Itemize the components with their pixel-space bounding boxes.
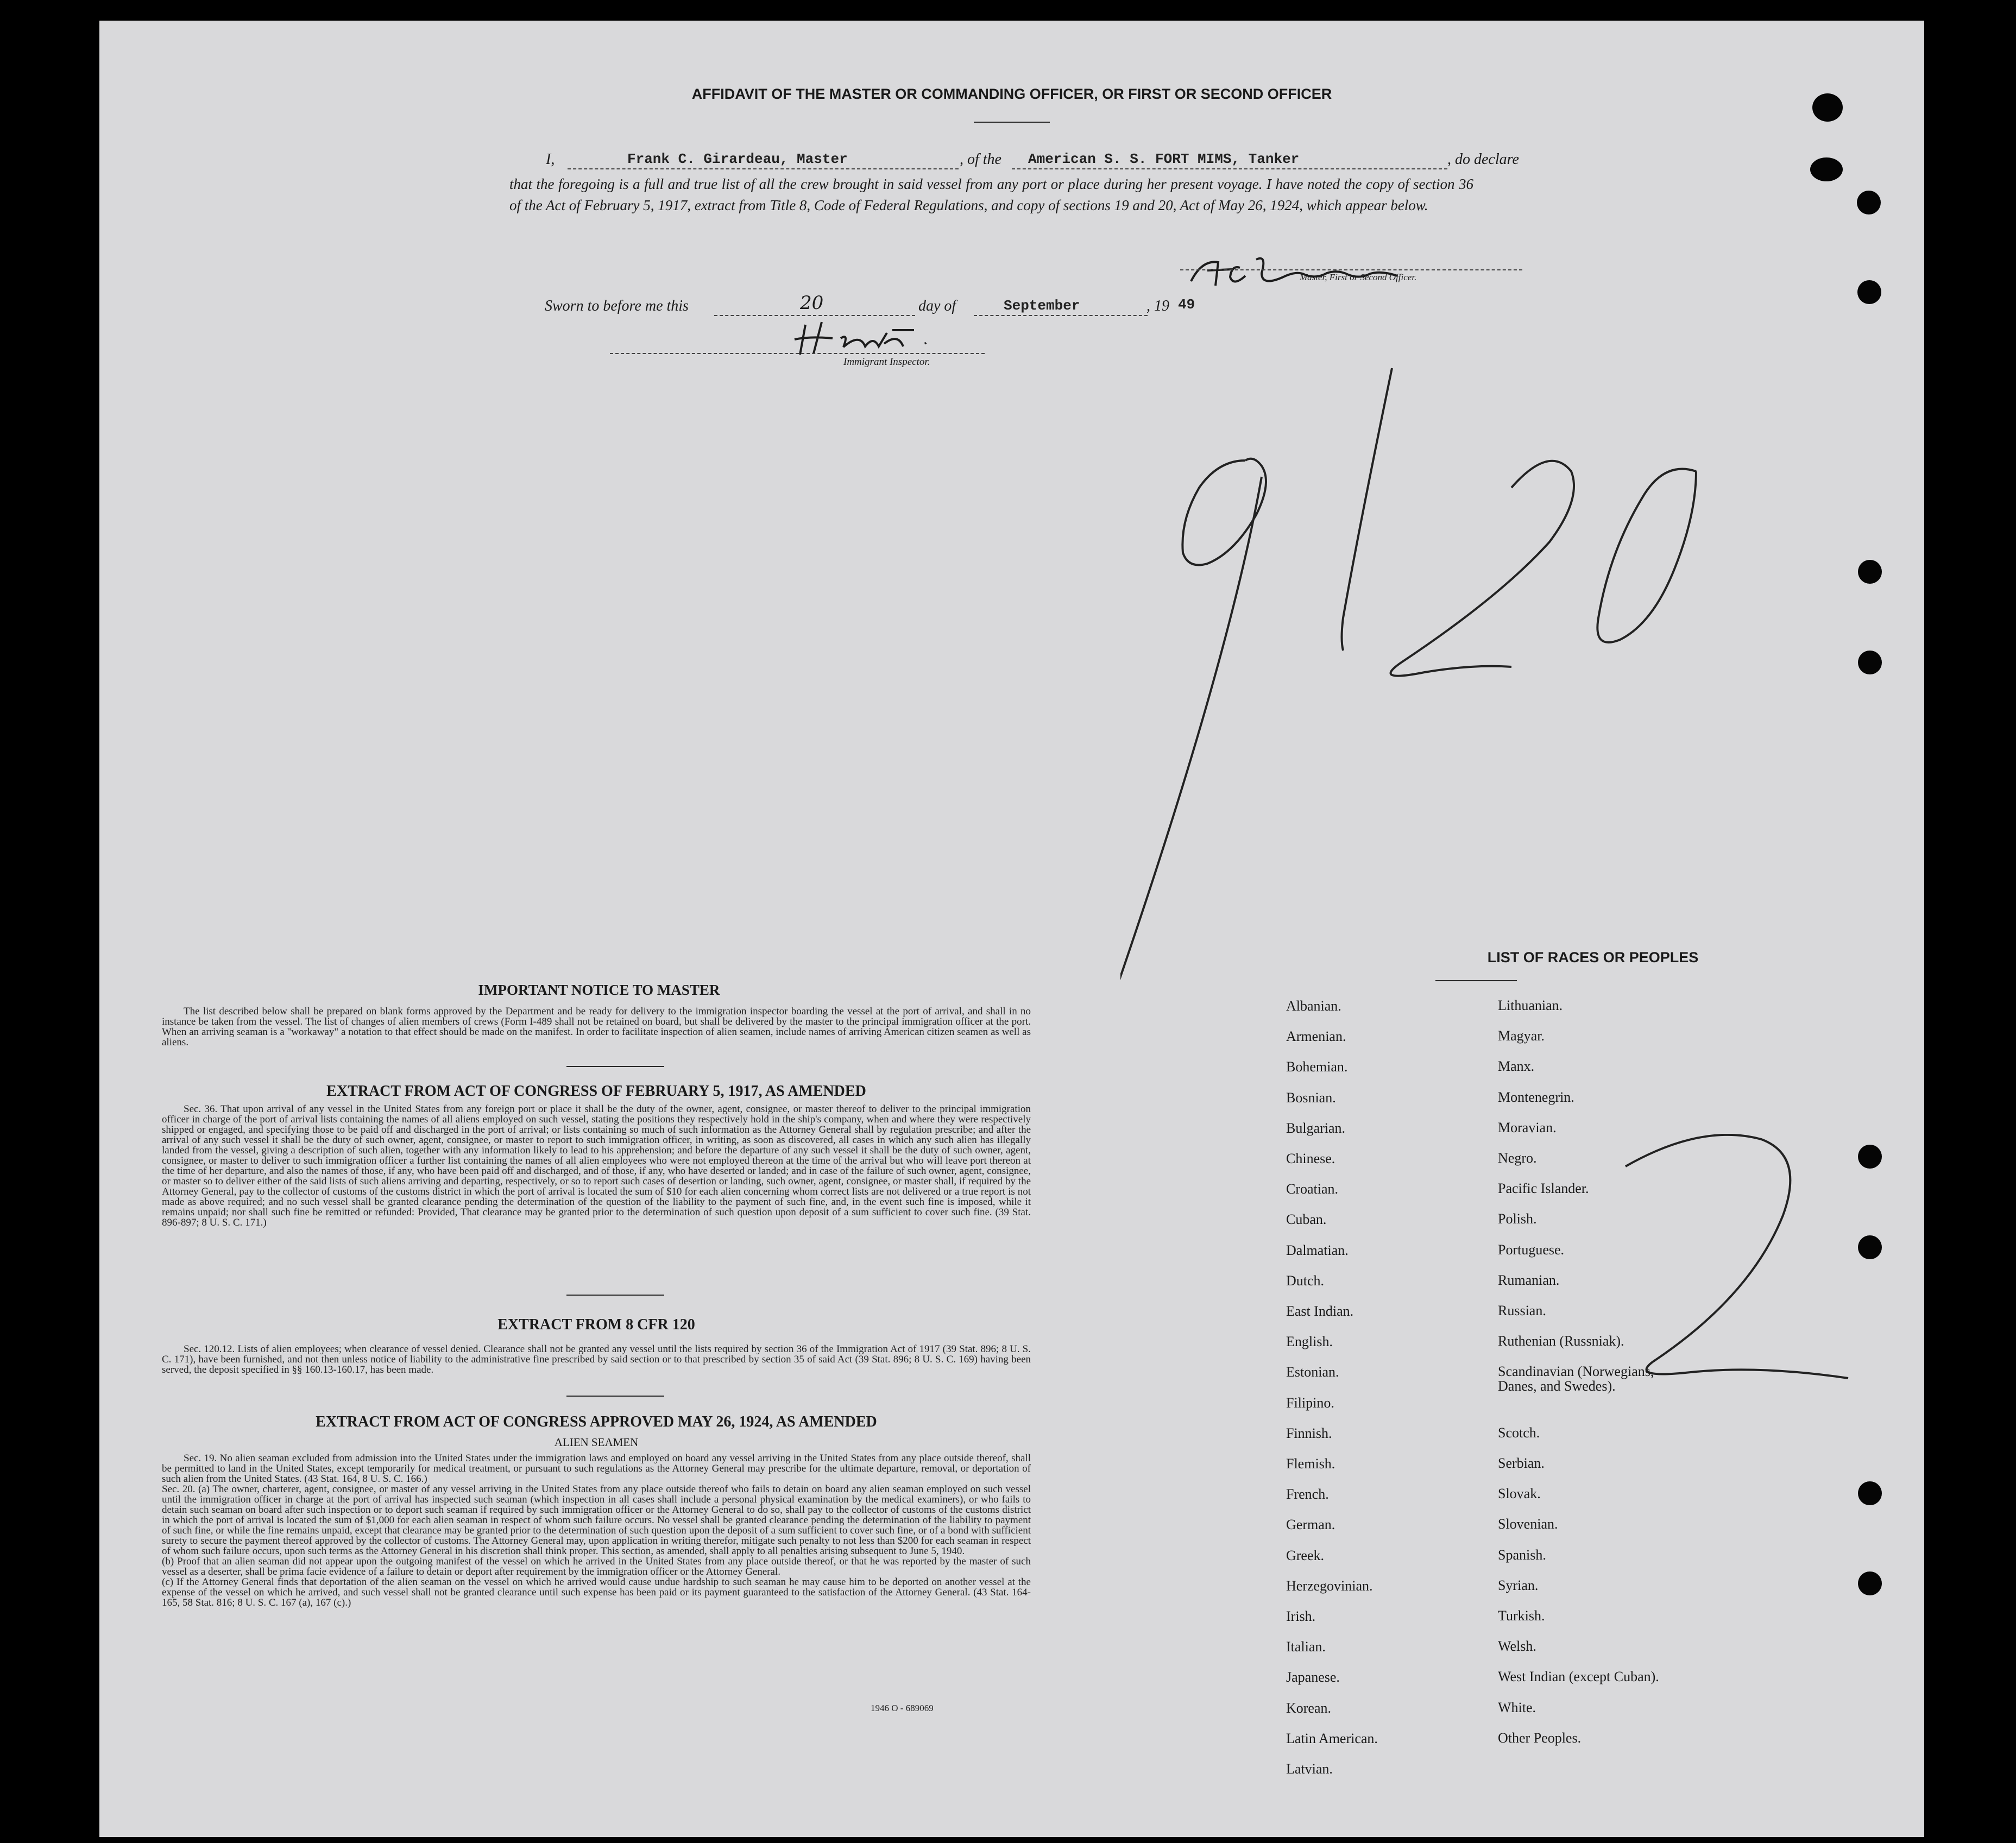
extract-1917-title: EXTRACT FROM ACT OF CONGRESS OF FEBRUARY 5, 1917, AS AMENDED: [326, 1083, 866, 1100]
race-item: Slovak.: [1498, 1486, 1541, 1502]
race-item: Estonian.: [1286, 1364, 1339, 1380]
race-item: Bulgarian.: [1286, 1120, 1346, 1136]
race-item: Filipino.: [1286, 1394, 1334, 1411]
race-item: Herzegovinian.: [1286, 1577, 1373, 1594]
race-item: French.: [1286, 1486, 1329, 1503]
race-item: Cuban.: [1286, 1211, 1327, 1228]
title-divider: [974, 122, 1050, 123]
race-item: Italian.: [1286, 1639, 1326, 1655]
race-item: Turkish.: [1498, 1608, 1545, 1624]
document-page: [99, 21, 1924, 1837]
handwritten-date-mark: [1120, 336, 1870, 1009]
punch-hole: [1858, 560, 1882, 584]
extract-cfr-divider: [566, 1396, 664, 1397]
extract-cfr-text: Sec. 120.12. Lists of alien employees; when clearance of vessel denied. Clearance shall not be granted any vessel until the lists required by section 36 of the Immigration Act of 1917 (39 Stat. 896; 8 U. S. C. 171), have been furnished, and not then unless notice of liability to the administrative fine prescribed by said section or to that prescribed by section 35 of said Act (39 Stat. 896; 8 U. S. C. 169) having been served, the deposit specified in §§ 160.13-160.17, has been made.: [162, 1343, 1031, 1375]
race-item: Manx.: [1498, 1058, 1535, 1075]
race-item: Ruthenian (Russniak).: [1498, 1333, 1624, 1349]
sworn-year: 49: [1178, 296, 1195, 313]
race-item: Negro.: [1498, 1150, 1537, 1166]
race-item: Croatian.: [1286, 1181, 1339, 1197]
extract-1917-text: Sec. 36. That upon arrival of any vessel in the United States from any foreign port or place it shall be the duty of the owner, agent, consignee, or master thereof to deliver to the principal immigration officer in charge of the port of arrival lists containing the names of all aliens employed on such vessel, stating the positions they respectively hold in the ship's company, when and where they were respectively shipped or engaged, and specifying those to be paid off and discharged in the port of arrival; or lists containing so much of such information as the Attorney General shall by regulation prescribe; and after the arrival of any such vessel it shall be the duty of such owner, agent, consignee, or master to report to such immigration officer, in writing, as soon as discovered, all cases in which any such alien has illegally landed from the vessel, giving a description of such alien, together with any information likely to lead to his apprehension; and before the departure of any such vessel it shall be the duty of such owner, agent, consignee, or master to deliver to such immigration officer a further list containing the names of all alien employees who were not employed thereon at the time of the arrival but who will leave port thereon at the time of her departure, and also the names of those, if any, who have been paid off and discharged, and of those, if any, who have deserted or landed; and in case of the failure of such owner, agent, consignee, or master so to deliver either of the said lists of such aliens arriving and departing, respectively, or so to report such cases of desertion or landing, such owner, agent, consignee, or master shall, if required by the Attorney General, pay to the collector of customs of the customs district in which the port of arrival is located the sum of $10 for each alien concerning whom correct lists are not delivered or a true report is not made as above required; and no such vessel shall be granted clearance pending the determination of the question of the liability to the payment of such fine, and, in the event such fine is imposed, while it remains unpaid; nor shall such fine be remitted or refunded: Provided, That clearance may be granted prior to the determination of such question upon deposit of a sum sufficient to cover such fine. (39 Stat. 896-897; 8 U. S. C. 171.): [162, 1103, 1031, 1228]
race-item: German.: [1286, 1517, 1335, 1533]
extract-1924-subtitle: ALIEN SEAMEN: [554, 1436, 639, 1449]
race-item: Other Peoples.: [1498, 1730, 1582, 1746]
sworn-day-line: [714, 315, 915, 316]
punch-hole: [1858, 1571, 1882, 1595]
notice-divider: [566, 1066, 664, 1067]
sworn-day-of: day of: [918, 298, 956, 314]
notice-text: The list described below shall be prepared on blank forms approved by the Department and be ready for delivery to the immigration inspector boarding the vessel at the port of arrival, and shall in no instance be taken from the vessel. The list of changes of alien members of crews (Form I-489 shall not be retained on board, but shall be delivered by the master to the principal immigration officer at the port. When an arriving seaman is a "workaway" a notation to that effect should be made on the manifest. In order to facilitate inspection of alien seamen, include names of arriving American citizen seamen as well as aliens.: [162, 1006, 1031, 1048]
race-item: Finnish.: [1286, 1425, 1332, 1441]
race-item: Dutch.: [1286, 1272, 1325, 1289]
race-item: Welsh.: [1498, 1638, 1536, 1655]
race-item: Flemish.: [1286, 1456, 1335, 1472]
race-item: Moravian.: [1498, 1119, 1557, 1135]
signature-line: [1180, 269, 1522, 270]
sworn-month: September: [1004, 298, 1080, 314]
notice-title: IMPORTANT NOTICE TO MASTER: [478, 982, 720, 998]
race-item: Montenegrin.: [1498, 1089, 1574, 1105]
sworn-prefix: Sworn to before me this: [545, 298, 689, 314]
race-item: Irish.: [1286, 1608, 1316, 1624]
race-item: Bosnian.: [1286, 1089, 1336, 1106]
race-item: Armenian.: [1286, 1028, 1346, 1045]
race-item: Syrian.: [1498, 1577, 1539, 1593]
race-item: White.: [1498, 1699, 1536, 1715]
race-item: Scandinavian (Norwegians, Danes, and Swedes).: [1498, 1364, 1654, 1394]
extract-1924-title: EXTRACT FROM ACT OF CONGRESS APPROVED MAY 26, 1924, AS AMENDED: [316, 1413, 877, 1430]
race-item: Slovenian.: [1498, 1516, 1558, 1532]
race-item: Albanian.: [1286, 998, 1341, 1014]
race-item: West Indian (except Cuban).: [1498, 1669, 1659, 1685]
race-item: Dalmatian.: [1286, 1242, 1349, 1258]
inspector-line: [610, 353, 985, 354]
race-item: Lithuanian.: [1498, 998, 1563, 1013]
sworn-month-line: [974, 315, 1148, 316]
handwritten-number-mark: [1620, 1134, 1875, 1394]
race-item: Korean.: [1286, 1700, 1332, 1716]
punch-hole: [1857, 280, 1881, 304]
punch-hole: [1812, 93, 1843, 122]
race-item: Japanese.: [1286, 1669, 1340, 1686]
races-divider: [1435, 980, 1517, 981]
race-item: Polish.: [1498, 1211, 1537, 1227]
punch-hole: [1810, 157, 1843, 181]
race-item: Magyar.: [1498, 1028, 1545, 1044]
race-item: Bohemian.: [1286, 1059, 1348, 1075]
race-item: English.: [1286, 1334, 1333, 1350]
race-item: Scotch.: [1498, 1424, 1540, 1441]
extract-1917-divider: [566, 1295, 664, 1296]
declaration-body: that the foregoing is a full and true list of all the crew brought in said vessel from any port or place during her present voyage. I have noted the copy of section 36 of the Act of February 5, 1917, extract from Title 8, Code of Federal Regulations, and copy of sections 19 and 20, Act of May 26, 1924, which appear below.: [509, 176, 1473, 213]
races-title: LIST OF RACES OR PEOPLES: [1487, 949, 1699, 965]
race-item: Spanish.: [1498, 1547, 1546, 1563]
race-item: Serbian.: [1498, 1455, 1545, 1471]
declarant-line: [568, 168, 959, 169]
race-item: Chinese.: [1286, 1151, 1335, 1166]
declaration-do-declare: , do declare: [1447, 151, 1519, 168]
vessel-line: [1012, 168, 1447, 169]
race-item: Russian.: [1498, 1303, 1546, 1318]
vessel-name: American S. S. FORT MIMS, Tanker: [1028, 151, 1300, 167]
declaration-line: [546, 151, 1632, 173]
race-item: Pacific Islander.: [1498, 1181, 1589, 1197]
affidavit-title: AFFIDAVIT OF THE MASTER OR COMMANDING OFFICER, OR FIRST OR SECOND OFFICER: [691, 86, 1332, 102]
race-item: Latvian.: [1286, 1761, 1333, 1777]
print-code: 1946 O - 689069: [871, 1703, 934, 1713]
extract-cfr-title: EXTRACT FROM 8 CFR 120: [497, 1316, 695, 1333]
race-item: Portuguese.: [1498, 1241, 1565, 1258]
punch-hole: [1858, 651, 1882, 674]
sworn-line: [545, 292, 1359, 319]
punch-hole: [1858, 1235, 1882, 1259]
race-item: Rumanian.: [1498, 1272, 1560, 1288]
punch-hole: [1857, 191, 1881, 214]
signature-caption: Master, First or Second Officer.: [1300, 272, 1417, 282]
declaration-of-the: , of the: [960, 151, 1001, 168]
race-item: Latin American.: [1286, 1730, 1378, 1746]
declarant-name: Frank C. Girardeau, Master: [627, 151, 848, 167]
punch-hole: [1858, 1481, 1882, 1505]
sworn-day: 20: [800, 292, 824, 314]
sworn-year-prefix: , 19: [1146, 298, 1169, 314]
race-item: East Indian.: [1286, 1303, 1354, 1319]
punch-hole: [1858, 1145, 1882, 1169]
race-item: Greek.: [1286, 1547, 1325, 1563]
declaration-i-prefix: I,: [546, 151, 555, 168]
extract-1924-text: Sec. 19. No alien seaman excluded from admission into the United States under the immigration laws and employed on board any vessel arriving in the United States from any place outside thereof, shall be permitted to land in the United States, except temporarily for medical treatment, or pursuant to such regulations as the Attorney General may prescribe for the ultimate departure, removal, or deportation of such alien from the United States. (43 Stat. 164, 8 U. S. C. 166.) Sec. 20. (a) The owner, charterer, agent, consignee, or master of any vessel arriving in the United States from any place outside thereof who fails to detain on board any alien seaman employed on such vessel until the immigration officer in charge at the port of arrival has inspected such seaman (which inspection in all cases shall include a personal physical examination by the medical examiners), or who fails to detain such seaman on board after such inspection or to deport such seaman if required by such immigration officer or the Attorney General to do so, shall pay to the collector of customs of the customs district in which the port of arrival is located the sum of $1,000 for each alien seaman in respect of whom such failure occurs. No vessel shall be granted clearance pending the determination of the liability to payment of such fine, or while the fine remains unpaid, except that clearance may be granted prior to the determination of such question upon the deposit of a sum sufficient to cover such fine, or of a bond with sufficient surety to secure the payment thereof approved by the collector of customs. The Attorney General may, upon application in writing therefor, mitigate such penalty to not less than $200 for each seaman in respect of whom such failure occurs, upon such terms as the Attorney General in his discretion shall think proper. This section, as amended, shall apply to all penalties arising subsequent to June 5, 1940. (b) Proof that an alien seaman did not appear upon the outgoing manifest of the vessel on which he arrived in the United States from any place outside thereof, or that he was reported by the master of such vessel as a deserter, shall be prima facie evidence of a failure to detain or deport after requirement by the immigration officer or the Attorney General. (c) If the Attorney General finds that deportation of the alien seaman on the vessel on which he arrived would cause undue hardship to such seaman he may cause him to be deported on another vessel at the expense of the vessel on which he arrived, and such vessel shall not be granted clearance until such expense has been paid or its payment guaranteed to the satisfaction of the Attorney General. (43 Stat. 164-165, 58 Stat. 816; 8 U. S. C. 167 (a), 167 (c).): [162, 1453, 1031, 1608]
inspector-caption: Immigrant Inspector.: [843, 356, 930, 368]
